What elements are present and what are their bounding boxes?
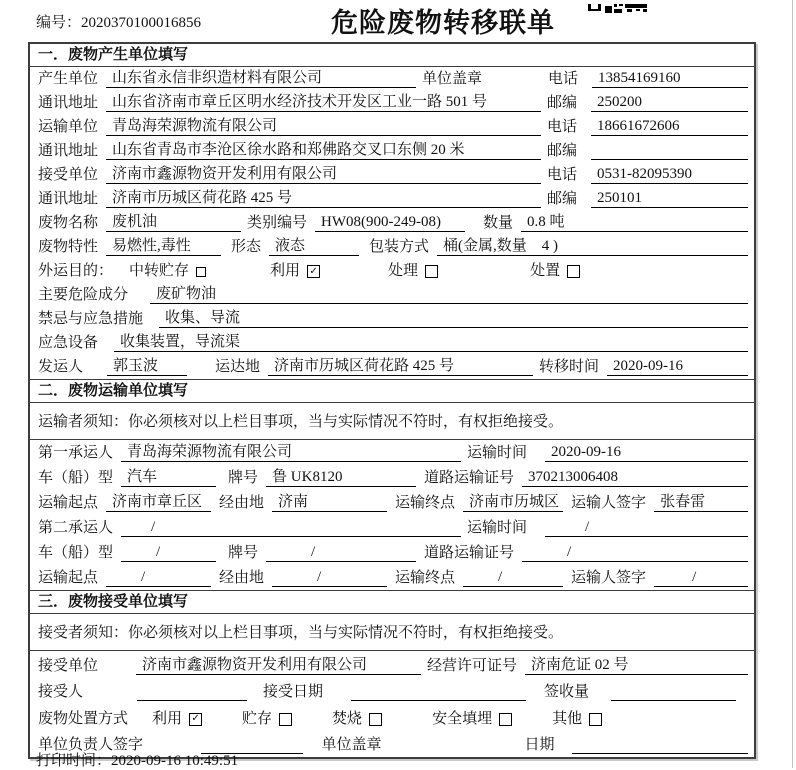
- field-label: 通讯地址: [38, 191, 99, 207]
- field-value[interactable]: 2020-09-16: [607, 357, 748, 376]
- field-value[interactable]: HW08(900-249-08): [315, 213, 465, 232]
- field-label: 接受单位: [38, 167, 99, 183]
- field-value[interactable]: 废矿物油: [150, 285, 748, 304]
- field-value[interactable]: 370213006408: [522, 468, 748, 487]
- field-value[interactable]: 18661672606: [591, 117, 748, 136]
- field-value[interactable]: 山东省永信非织造材料有限公司: [106, 69, 416, 88]
- field-label: 经营许可证号: [427, 657, 518, 674]
- field-label: 外运目的：: [38, 263, 114, 279]
- field-label: 电话: [547, 167, 578, 183]
- section-3-rows: [30, 651, 754, 757]
- field-value[interactable]: 13854169160: [592, 69, 748, 88]
- checkbox-label: 利用: [270, 263, 301, 279]
- field-label: 经由地: [219, 570, 265, 586]
- checkbox-unchecked-icon[interactable]: [279, 713, 292, 726]
- field-label: 运输单位: [38, 119, 99, 135]
- print-time-value: 2020-09-16 10:49:51: [111, 753, 239, 769]
- serial-value: 2020370100016856: [81, 15, 202, 31]
- checkbox-option[interactable]: [242, 710, 292, 728]
- section-3-header: 三．废物接受单位填写: [30, 591, 754, 614]
- checkbox-unchecked-icon[interactable]: [589, 713, 602, 726]
- form-row: [30, 331, 754, 355]
- transporter-notice: 运输者须知：你必须核对以上栏目事项，当与实际情况不符时，有权拒绝接受。: [30, 403, 754, 440]
- field-label: 车（船）型: [38, 545, 114, 561]
- checkbox-option[interactable]: [152, 710, 202, 728]
- field-value[interactable]: /: [522, 543, 748, 562]
- section-transporter: [30, 379, 754, 590]
- field-label: 运输起点: [38, 495, 99, 511]
- field-value[interactable]: 2020-09-16: [545, 443, 748, 462]
- checkbox-checked-icon[interactable]: ✓: [189, 713, 202, 726]
- checkbox-option[interactable]: [129, 262, 206, 280]
- field-label: 电话: [548, 71, 579, 87]
- checkbox-unchecked-icon[interactable]: [499, 713, 512, 726]
- field-label: 形态: [231, 239, 262, 255]
- field-label: 运输时间: [467, 520, 528, 536]
- field-label: 经由地: [219, 495, 265, 511]
- field-value[interactable]: 青岛海荣源物流有限公司: [121, 443, 461, 462]
- field-value[interactable]: /: [545, 518, 748, 537]
- form-row: [30, 490, 754, 515]
- field-value[interactable]: 0.8 吨: [521, 213, 748, 232]
- field-label: 数量: [483, 215, 514, 231]
- field-value[interactable]: 济南市鑫源物资开发利用有限公司: [136, 656, 421, 675]
- field-value[interactable]: 收集装置，导流渠: [114, 333, 748, 352]
- field-value[interactable]: 济南市章丘区: [106, 493, 211, 512]
- field-label: 运输终点: [395, 495, 456, 511]
- field-label: 产生单位: [38, 71, 99, 87]
- print-time: [36, 749, 238, 770]
- field-label: 运输时间: [467, 445, 528, 461]
- field-value[interactable]: /: [654, 568, 748, 587]
- form-row: [30, 187, 754, 211]
- field-value[interactable]: 济南市鑫源物资开发利用有限公司: [106, 165, 541, 184]
- section-1-rows: [30, 67, 754, 379]
- checkbox-checked-icon[interactable]: ✓: [307, 265, 320, 278]
- field-label: 日期: [524, 737, 555, 753]
- field-label: 邮编: [547, 191, 578, 207]
- page-title: 危险废物转移联单: [331, 8, 555, 38]
- form-row: [30, 235, 754, 259]
- section-2-header: 二．废物运输单位填写: [30, 380, 754, 403]
- form-row: [30, 651, 754, 678]
- field-value[interactable]: [611, 700, 736, 701]
- field-label: 转移时间: [539, 359, 600, 375]
- field-value[interactable]: 废机油: [106, 213, 241, 232]
- checkbox-unchecked-icon[interactable]: [567, 265, 580, 278]
- form-row: [30, 283, 754, 307]
- field-label: 应急设备: [38, 335, 99, 351]
- field-label: 禁忌与应急措施: [38, 311, 144, 327]
- field-value[interactable]: [137, 700, 247, 701]
- field-label: 通讯地址: [38, 143, 99, 159]
- field-label: 接受单位: [38, 657, 99, 674]
- field-value[interactable]: 郭玉波: [107, 357, 187, 376]
- checkbox-unchecked-icon[interactable]: [369, 713, 382, 726]
- section-receiver: [30, 590, 754, 757]
- page-edge-line: [792, 0, 793, 768]
- field-label: 运输起点: [38, 570, 99, 586]
- section-producer: [30, 44, 754, 379]
- form-row: [30, 704, 754, 731]
- field-label: 接受人: [38, 684, 84, 700]
- field-label: 废物名称: [38, 215, 99, 231]
- field-value[interactable]: 250101: [591, 189, 748, 208]
- field-label: 运输人签字: [571, 495, 647, 511]
- form-row: [30, 163, 754, 187]
- field-label: 类别编号: [247, 215, 308, 231]
- checkbox-label: 安全填埋: [432, 710, 493, 727]
- field-label: 邮编: [547, 143, 578, 159]
- field-value[interactable]: 青岛海荣源物流有限公司: [106, 117, 541, 136]
- field-value[interactable]: 250200: [591, 93, 748, 112]
- field-label: 签收量: [544, 684, 590, 700]
- checkbox-option[interactable]: [332, 710, 382, 728]
- form-row: [30, 465, 754, 490]
- checkbox-label: 焚烧: [332, 710, 363, 727]
- field-label: 车（船）型: [38, 470, 114, 486]
- form-row: [30, 211, 754, 235]
- field-value[interactable]: 山东省济南市章丘区明水经济技术开发区工业一路 501 号: [106, 93, 541, 112]
- checkbox-option[interactable]: [552, 710, 602, 728]
- checkbox-option[interactable]: [530, 262, 580, 280]
- field-label: 接受日期: [263, 684, 324, 700]
- qr-code-fragment: [588, 0, 650, 18]
- field-label: 电话: [547, 119, 578, 135]
- field-value[interactable]: [572, 753, 748, 754]
- field-label: 单位负责人签字: [38, 737, 144, 753]
- field-label: 邮编: [547, 95, 578, 111]
- serial-number: [36, 11, 201, 32]
- field-value[interactable]: /: [266, 543, 416, 562]
- field-value[interactable]: 济南危证 02 号: [525, 656, 748, 675]
- field-label: 通讯地址: [38, 95, 99, 111]
- field-label: 牌号: [228, 545, 259, 561]
- field-label: 运输人签字: [571, 570, 647, 586]
- field-value[interactable]: 济南市历城区: [463, 493, 563, 512]
- form-row: [30, 515, 754, 540]
- field-value[interactable]: /: [121, 543, 216, 562]
- field-value[interactable]: /: [121, 518, 461, 537]
- field-value[interactable]: 济南: [272, 493, 387, 512]
- form-row: [30, 91, 754, 115]
- field-label: 包装方式: [369, 239, 430, 255]
- receiver-notice: 接受者须知：你必须核对以上栏目事项，当与实际情况不符时，有权拒绝接受。: [30, 614, 754, 651]
- field-value[interactable]: 0531-82095390: [591, 165, 748, 184]
- field-value[interactable]: 济南市历城区荷花路 425 号: [268, 357, 533, 376]
- field-value[interactable]: [351, 700, 526, 701]
- form-row: [30, 355, 754, 379]
- field-label: 单位盖章: [321, 737, 382, 753]
- section-2-rows: [30, 440, 754, 590]
- form-row: [30, 440, 754, 465]
- form-row: [30, 67, 754, 91]
- field-value[interactable]: 鲁 UK8120: [266, 468, 416, 487]
- field-label: 运达地: [215, 359, 261, 375]
- manifest-form-table: [28, 42, 756, 759]
- field-value[interactable]: [591, 159, 748, 160]
- serial-label: 编号：: [36, 15, 82, 31]
- form-row: [30, 115, 754, 139]
- field-label: 第一承运人: [38, 445, 114, 461]
- field-label: 道路运输证号: [424, 545, 515, 561]
- checkbox-unchecked-icon[interactable]: [425, 265, 438, 278]
- field-label: 道路运输证号: [424, 470, 515, 486]
- field-value[interactable]: 收集、导流: [159, 309, 748, 328]
- field-value[interactable]: /: [106, 568, 211, 587]
- field-label: 主要危险成分: [38, 287, 129, 303]
- checkbox-label: 中转贮存: [129, 263, 190, 279]
- field-value[interactable]: 易燃性,毒性: [106, 237, 221, 256]
- field-value[interactable]: 桶(金属,数量 4 ): [437, 237, 748, 256]
- checkbox-option[interactable]: [388, 262, 438, 280]
- field-label: 废物处置方式: [38, 710, 129, 727]
- checkbox-label: 利用: [152, 710, 183, 727]
- checkbox-label: 处置: [530, 263, 561, 279]
- field-value[interactable]: 山东省青岛市李沧区徐水路和郑佛路交叉口东侧 20 米: [106, 141, 541, 160]
- field-value[interactable]: 张春雷: [654, 493, 748, 512]
- section-1-header: 一．废物产生单位填写: [30, 44, 754, 67]
- form-row: [30, 565, 754, 590]
- field-value[interactable]: /: [463, 568, 563, 587]
- field-value[interactable]: 济南市历城区荷花路 425 号: [106, 189, 541, 208]
- field-label: 第二承运人: [38, 520, 114, 536]
- field-label: 运输终点: [395, 570, 456, 586]
- form-row: [30, 540, 754, 565]
- field-label: 废物特性: [38, 239, 99, 255]
- form-row: [30, 139, 754, 163]
- field-label: 发运人: [38, 359, 84, 375]
- field-label: 牌号: [228, 470, 259, 486]
- field-value[interactable]: 液态: [269, 237, 359, 256]
- checkbox-option[interactable]: [432, 710, 512, 728]
- field-value[interactable]: 汽车: [121, 468, 216, 487]
- checkbox-label: 其他: [552, 710, 583, 727]
- form-row: [30, 259, 754, 283]
- form-row: [30, 307, 754, 331]
- checkbox-unchecked-icon[interactable]: [196, 267, 206, 277]
- field-label: 单位盖章: [422, 71, 483, 87]
- form-row: [30, 678, 754, 705]
- checkbox-label: 处理: [388, 263, 419, 279]
- field-value[interactable]: /: [272, 568, 387, 587]
- print-time-label: 打印时间：: [36, 753, 112, 769]
- checkbox-option[interactable]: [270, 262, 320, 280]
- checkbox-label: 贮存: [242, 710, 273, 727]
